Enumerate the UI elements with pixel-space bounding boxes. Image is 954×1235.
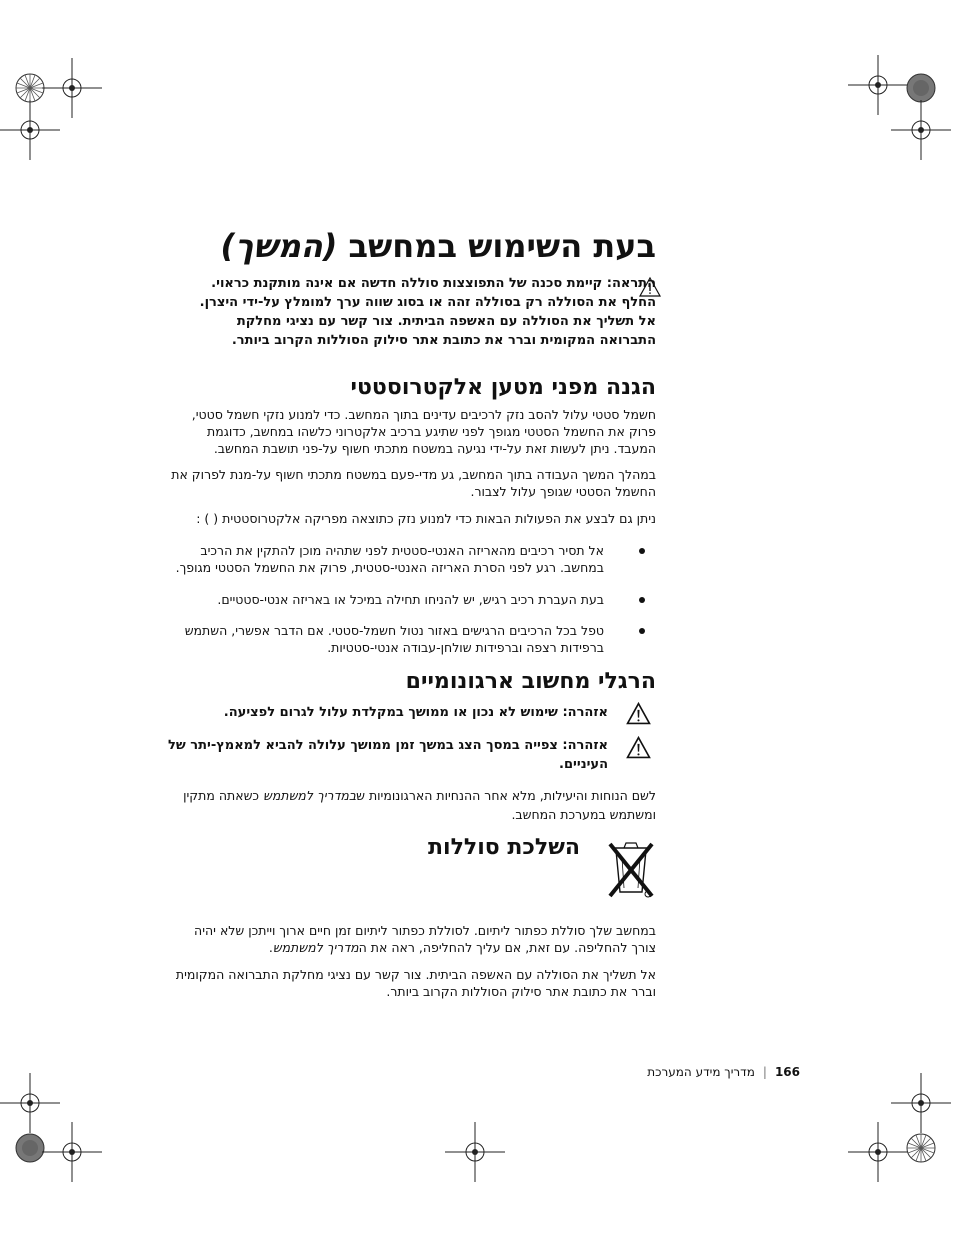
- bullet-dot: [639, 548, 645, 554]
- esd-bullet-3: טפל בכל הרכיבים הרגישים באזור נטול חשמל-סטטי. אם הדבר אפשרי, השתמש ברפידות רצפה וברפידות שולחן-עבודה אנטי-סטטיות.: [184, 623, 604, 655]
- notice-label: התראה:: [606, 276, 656, 291]
- registration-mark-icon: [891, 100, 951, 160]
- users-guide-ref: מדריך למשתמש: [272, 940, 359, 955]
- esd-bullet-2: בעת העברת רכיב רגיש, יש להניחו תחילה במיכל או באריזה אנטי-סטטיים.: [217, 592, 604, 607]
- warning-icon: [626, 736, 651, 759]
- ergonomics-heading: הרגלי מחשוב ארגונומיים: [405, 669, 656, 694]
- notice-line: אל תשליך את הסוללה עם האשפה הביתית. צור קשר עם נציגי מחלקת: [236, 314, 656, 329]
- bullet-dot: [639, 628, 645, 634]
- bullet-dot: [639, 597, 645, 603]
- disposal-paragraph-1: במחשב שלך סוללת כפתור ליתיום. לסוללת כפתור ליתיום זמן חיים ארוך וייתכן שלא יהיה צורך להחליפה. עם זאת, אם עליך להחליפה, ראה את המדריך למשתמש.: [194, 923, 656, 955]
- esd-paragraph-1: חשמל סטטי עלול להסב נזק לרכיבים עדינים בתוך המחשב. כדי למנוע נזקי חשמל סטטי, פרוק את החשמל הסטטי מגופך לפני שתיגע ברכיב אלקטרוני כלשהו במחשב, כדוגמת המעבד. ניתן לעשות זאת על-ידי נגיעה במשטח מתכתי חשוף על-פני תושבת המחשב.: [191, 407, 656, 456]
- registration-mark-icon: [891, 1118, 951, 1178]
- display-warning: אזהרה: צפייה במסך הצג במשך זמן ממושך עלולה להביא למאמץ-יתר של העיניים.: [168, 738, 608, 772]
- notice-line: התברואה המקומית וברר את כתובת אתר סילוק הסוללות הקרוב ביותר.: [231, 333, 656, 348]
- page-footer: [500, 1064, 800, 1080]
- registration-mark-icon: [445, 1122, 505, 1182]
- page-title-continued: (המשך): [220, 227, 338, 265]
- ergonomics-paragraph: לשם הנוחות והיעילות, מלא אחר ההנחיות הארגונומיות שבמדריך למשתמש כשאתה מתקין ומשתמש במערכת המחשב.: [183, 788, 656, 822]
- registration-mark-icon: [0, 100, 60, 160]
- disposal-paragraph-2: אל תשליך את הסוללה עם האשפה הביתית. צור קשר עם נציגי מחלקת התברואה המקומית וברר את כתובת אתר סילוק הסוללות הקרוב ביותר.: [175, 967, 656, 999]
- disposal-heading: השלכת סוללות: [428, 835, 580, 860]
- notice-line: התראה: קיימת סכנה של התפוצצות סוללה חדשה אם אינה מותקנת כראוי.: [211, 276, 656, 291]
- esd-paragraph-2: במהלך המשך העבודה בתוך המחשב, גע מדי-פעם במשטח מתכתי חשוף על-מנת לפרוק את החשמל הסטטי שגופך עלול לצבור.: [171, 467, 656, 499]
- page-title: [136, 226, 656, 266]
- page-number: 166: [774, 1065, 800, 1079]
- esd-heading: הגנה מפני מטען אלקטרוסטטי: [350, 375, 656, 400]
- battery-caution-notice: [156, 274, 656, 350]
- footer-title: מדריך מידע המערכת: [647, 1065, 755, 1079]
- registration-mark-icon: [42, 1122, 102, 1182]
- notice-line: החלף את הסוללה רק בסוללה זהה או בסוג שווה ערך למומלץ על-ידי היצרן.: [199, 295, 656, 310]
- page-title-main: בעת השימוש במחשב: [348, 227, 656, 265]
- footer-separator: |: [762, 1065, 767, 1079]
- users-guide-ref: במדריך למשתמש: [263, 788, 357, 803]
- keyboard-warning: אזהרה: שימוש לא נכון או ממושך במקלדת עלול לגרום לפציעה.: [223, 705, 608, 720]
- crossed-bin-icon: [606, 838, 656, 900]
- warning-icon: [626, 702, 651, 725]
- esd-bullet-1: אל תסיר רכיבים מהאריזה האנטי-סטטית לפני שתהיה מוכן להתקין את הרכיב במחשב. רגע לפני הסרת האריזה האנטי-סטטית, פרוק את החשמל הסטטי מגופך.: [175, 543, 604, 575]
- esd-paragraph-3: ניתן גם לבצע את הפעולות הבאות כדי למנוע נזק כתוצאה מפריקה אלקטרוסטטית ( ) :: [196, 511, 656, 526]
